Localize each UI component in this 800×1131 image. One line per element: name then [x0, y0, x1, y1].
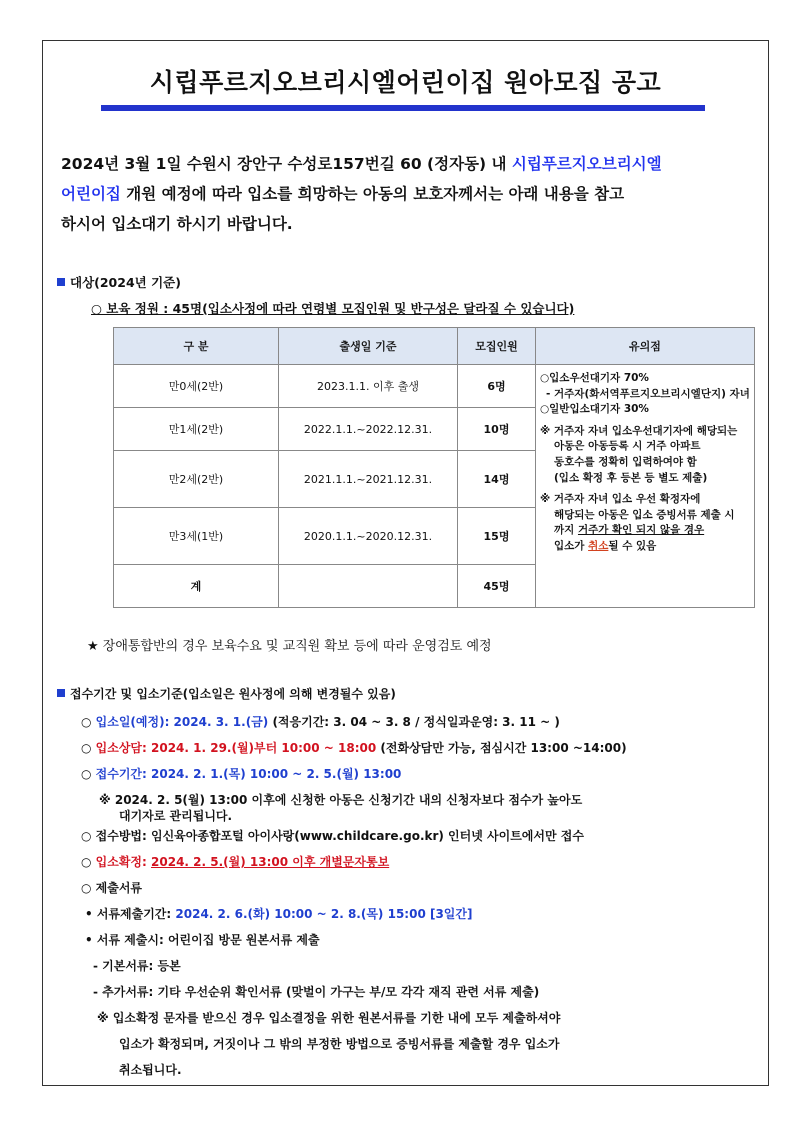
cell-group: 만0세(2반): [114, 365, 279, 408]
notice-frame: [42, 40, 769, 1086]
section-application-heading: [57, 685, 396, 702]
note-line: ※ 거주자 자녀 입소우선대기자에 해당되는: [540, 424, 738, 437]
intro-highlight-2: 어린이집: [61, 185, 121, 203]
cell-count: 15명: [458, 508, 536, 565]
note-line: - 거주자(화서역푸르지오브리시엘단지) 자녀: [546, 387, 750, 400]
confirm-date: 2024. 2. 5.(월) 13:00 이후 개별문자통보: [151, 855, 390, 869]
intro-text-1: 2024년 3월 1일 수원시 장안구 수성로157번길 60 (정자동) 내: [61, 155, 512, 173]
note-line: 해당되는 아동은 입소 증빙서류 제출 시: [554, 508, 735, 521]
line-confirm: [81, 853, 389, 870]
cell-total-count: 45명: [458, 565, 536, 608]
line-warning-1: ※ 입소확정 문자를 받으신 경우 입소결정을 위한 원본서류를 기한 내에 모두 제출하셔야: [97, 1011, 561, 1025]
line-doc-submit: • 서류 제출시: 어린이집 방문 원본서류 제출: [85, 933, 320, 947]
cell-group: 만3세(1반): [114, 508, 279, 565]
note-line: 동호수를 정확히 입력하여야 함: [554, 455, 697, 468]
col-header-group: 구 분: [114, 328, 279, 365]
consult-highlight: 입소상담: 2024. 1. 29.(월)부터 10:00 ~ 18:00: [95, 741, 377, 755]
section-application-label: 접수기간 및 입소기준(입소일은 원사정에 의해 변경될수 있음): [70, 687, 396, 701]
line-consult: [81, 739, 627, 756]
cell-group: 만2세(2반): [114, 451, 279, 508]
cell-birth: 2020.1.1.~2020.12.31.: [279, 508, 458, 565]
circle-bullet: ○: [81, 855, 96, 869]
col-header-notes: 유의점: [536, 328, 755, 365]
line-basic-doc: - 기본서류: 등본: [93, 959, 181, 973]
page-title: 시립푸르지오브리시엘어린이집 원아모집 공고: [149, 68, 662, 97]
note-line: [540, 539, 750, 555]
cell-notes: [536, 365, 755, 608]
circle-bullet: ○: [81, 741, 96, 755]
table-row: [114, 365, 755, 408]
cell-birth: 2021.1.1.~2021.12.31.: [279, 451, 458, 508]
line-warning-2: 입소가 확정되며, 거짓이나 그 밖의 부정한 방법으로 증빙서류를 제출할 경우 입소가: [119, 1037, 560, 1051]
line-extra-doc: - 추가서류: 기타 우선순위 확인서류 (맞벌이 가구는 부/모 각각 재직 관련 서류 제출): [93, 985, 540, 999]
line-late-note-2: 대기자로 관리됩니다.: [119, 809, 233, 823]
title-underline-bar: [101, 105, 705, 111]
section-target-label: 대상(2024년 기준): [70, 275, 181, 290]
intro-highlight-1: 시립푸르지오브리시엘: [511, 155, 662, 173]
note-line: (입소 확정 후 등본 등 별도 제출): [554, 471, 708, 484]
cell-count: 10명: [458, 408, 536, 451]
cell-group: 만1세(2반): [114, 408, 279, 451]
doc-period-highlight: 2024. 2. 6.(화) 10:00 ~ 2. 8.(목) 15:00 [3일간]: [175, 907, 473, 921]
intro-text-3: 하시어 입소대기 하시기 바랍니다.: [61, 215, 293, 233]
note-line: 아동은 아동등록 시 거주 아파트: [554, 440, 701, 453]
note-line: ※ 거주자 자녀 입소 우선 확정자에: [540, 493, 701, 506]
note-cancel-highlight: 취소: [588, 539, 609, 552]
start-date-detail: (적응기간: 3. 04 ~ 3. 8 / 정식일과운영: 3. 11 ~ ): [268, 715, 560, 729]
line-doc-period: [85, 905, 472, 922]
star-note: ★ 장애통합반의 경우 보육수요 및 교직원 확보 등에 따라 운영검토 예정: [87, 639, 492, 654]
note-underlined: 거주가 확인 되지 않을 경우: [577, 524, 705, 537]
square-bullet-icon: [57, 689, 65, 697]
table-header-row: [114, 328, 755, 365]
enrollment-table: [113, 327, 755, 608]
col-header-birth: 출생일 기준: [279, 328, 458, 365]
section-target-heading: [57, 273, 181, 291]
cell-birth: 2022.1.1.~2022.12.31.: [279, 408, 458, 451]
col-header-count: 모집인원: [458, 328, 536, 365]
doc-period-label: • 서류제출기간:: [85, 907, 176, 921]
square-bullet-icon: [57, 278, 65, 286]
intro-text-2: 개원 예정에 따라 입소를 희망하는 아동의 보호자께서는 아래 내용을 참고: [120, 185, 625, 203]
line-method: ○ 접수방법: 임신육아종합포털 아이사랑(www.childcare.go.kr) 인터넷 사이트에서만 접수: [81, 829, 584, 843]
cell-birth: 2023.1.1. 이후 출생: [279, 365, 458, 408]
cell-count: 14명: [458, 451, 536, 508]
line-documents: ○ 제출서류: [81, 881, 143, 895]
quota-line: ○ 보육 정원 : 45명(입소사정에 따라 연령별 모집인원 및 반구성은 달라질 수 있습니다): [91, 301, 575, 316]
line-late-note: ※ 2024. 2. 5(월) 13:00 이후에 신청한 아동은 신청기간 내의 신청자보다 점수가 높아도: [99, 793, 583, 807]
cell-empty: [279, 565, 458, 608]
note-text: 입소가: [554, 539, 589, 552]
line-application-period: [81, 765, 401, 782]
intro-paragraph: [61, 149, 751, 239]
confirm-label: 입소확정:: [95, 855, 152, 869]
note-line: [540, 523, 750, 539]
note-line: ○입소우선대기자 70%: [540, 372, 649, 384]
circle-bullet: ○: [81, 715, 96, 729]
note-line: ○일반입소대기자 30%: [540, 403, 649, 416]
note-text: 될 수 있음: [608, 539, 657, 552]
application-period-highlight: 접수기간: 2024. 2. 1.(목) 10:00 ~ 2. 5.(월) 13:00: [95, 767, 402, 781]
note-text: 까지: [554, 524, 578, 537]
circle-bullet: ○: [81, 767, 96, 781]
line-warning-3: 취소됩니다.: [119, 1063, 182, 1077]
consult-detail: (전화상담만 가능, 점심시간 13:00 ~14:00): [376, 741, 627, 755]
cell-count: 6명: [458, 365, 536, 408]
start-date-highlight: 입소일(예정): 2024. 3. 1.(금): [95, 715, 269, 729]
cell-total-label: 계: [114, 565, 279, 608]
line-start-date: [81, 713, 560, 730]
